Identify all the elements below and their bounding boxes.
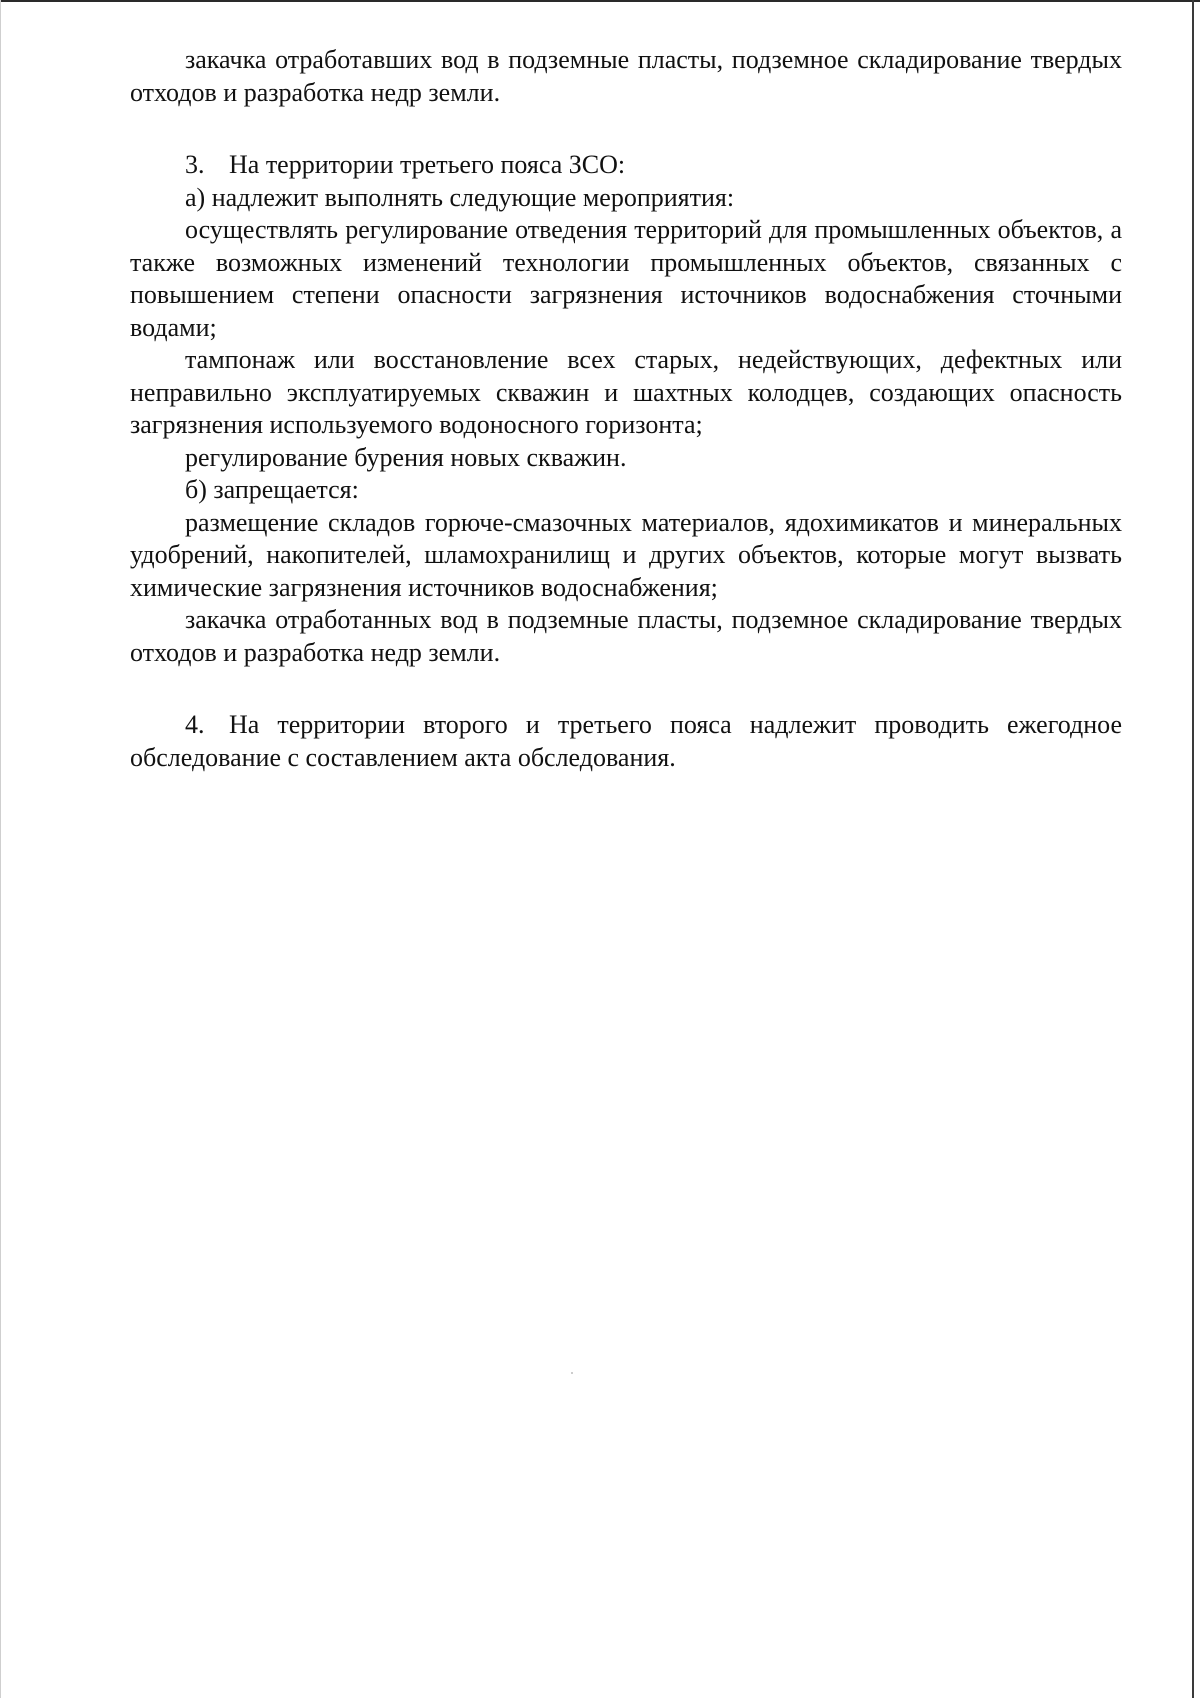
section-4-number: 4.: [185, 710, 205, 739]
section-3-heading: [130, 149, 1122, 182]
section-4: [130, 709, 1122, 774]
section-3-a-item-2: тампонаж или восстановление всех старых, недействующих, дефектных или неправильно эксплуатируемых скважин и шахтных колодцев, создающих опасность загрязнения используемого водоносного горизонта;: [130, 345, 1122, 439]
section-4-text: На территории второго и третьего пояса надлежит проводить ежегодное обследование с составлением акта обследования.: [130, 710, 1122, 772]
section-3-b-item-1: размещение складов горюче-смазочных материалов, ядохимикатов и минеральных удобрений, накопителей, шламохранилищ и других объектов, которые могут вызвать химические загрязнения источников водоснабжения;: [130, 507, 1122, 602]
section-3-title: На территории третьего пояса ЗСО:: [229, 150, 626, 179]
section-3-b-item-2: закачка отработанных вод в подземные пласты, подземное складирование твердых отходов и разработка недр земли.: [130, 605, 1122, 667]
scan-border-top: [0, 0, 1200, 2]
section-3-b-label: б) запрещается:: [185, 475, 359, 504]
section-3-number: 3.: [185, 150, 205, 179]
section-3-a-item-3: регулирование бурения новых скважин.: [185, 442, 627, 472]
section-gap: [130, 669, 1122, 709]
scan-border-right: [1192, 0, 1194, 1698]
document-page: [130, 44, 1122, 774]
paragraph-prev-continuation: закачка отработавших вод в подземные пласты, подземное складирование твердых отходов и разработка недр земли.: [130, 45, 1122, 107]
scan-border-left: [0, 0, 1, 1698]
scan-speck: [571, 1372, 573, 1374]
section-3-a-label: а) надлежит выполнять следующие мероприятия:: [185, 182, 735, 212]
section-3-a-item-1: осуществлять регулирование отведения территорий для промышленных объектов, а также возможных изменений технологии промышленных объектов, связанных с повышением степени опасности загрязнения источников водоснабжения сточными водами;: [130, 215, 1122, 342]
section-gap: [130, 109, 1122, 149]
